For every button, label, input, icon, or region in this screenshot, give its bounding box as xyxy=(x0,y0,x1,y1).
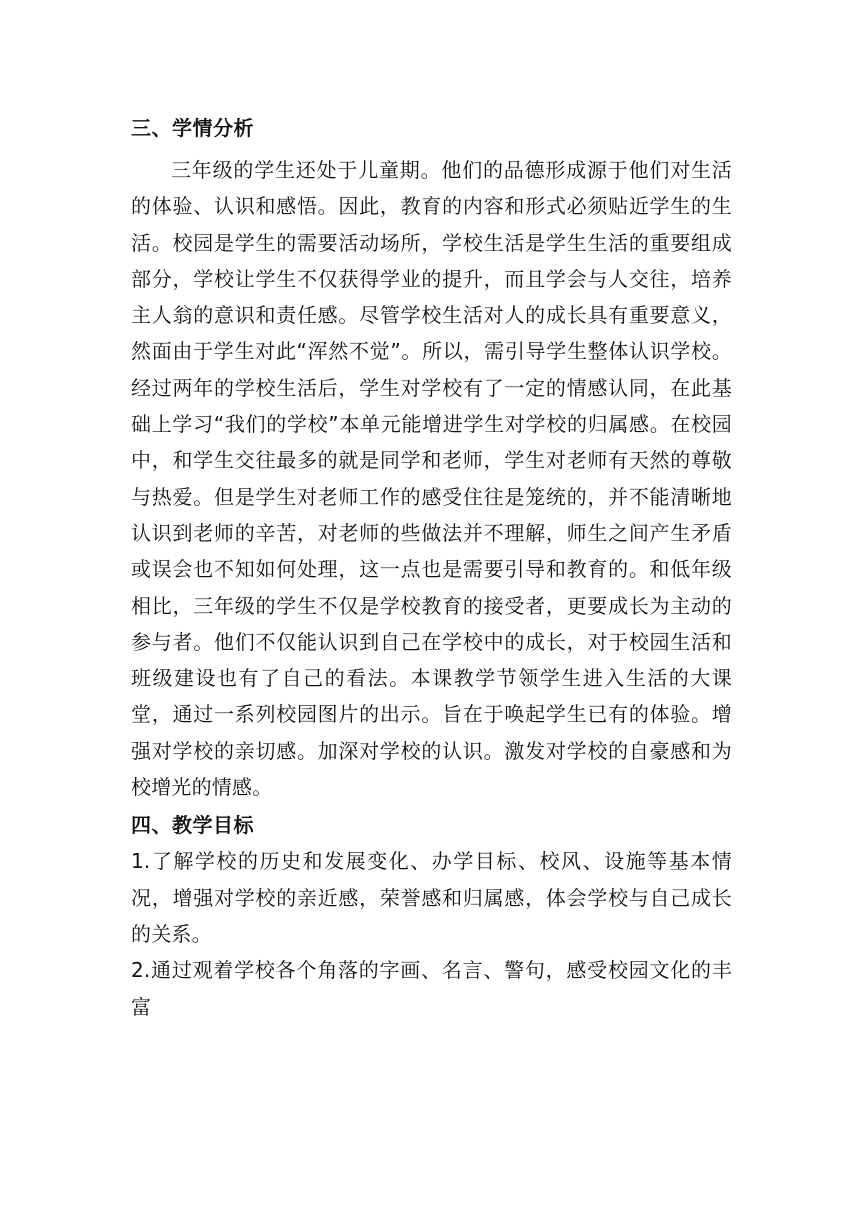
document-page xyxy=(131,112,732,1025)
section-heading-learner-analysis: 三、学情分析 xyxy=(131,116,254,140)
section-heading-teaching-goals: 四、教学目标 xyxy=(131,813,254,838)
teaching-goal-item-2: 2.通过观着学校各个角落的字画、名言、警句，感受校园文化的丰富 xyxy=(131,958,732,1019)
learner-analysis-paragraph: 三年级的学生还处于儿童期。他们的品德形成源于他们对生活的体验、认识和感悟。因此，教育的内容和形式必须贴近学生的生活。校园是学生的需要活动场所，学校生活是学生生活的重要组成部分，学校让学生不仅获得学业的提升，而且学会与人交往，培养主人翁的意识和责任感。尽管学校生活对人的成长具有重要意义，然面由于学生对此“浑然不觉”。所以，需引导学生整体认识学校。经过两年的学校生活后，学生对学校有了一定的情感认同，在此基础上学习“我们的学校”本单元能增进学生对学校的归属感。在校园中，和学生交往最多的就是同学和老师，学生对老师有天然的尊敬与热爱。但是学生对老师工作的感受住往是笼统的，并不能清晰地认识到老师的辛苦，对老师的些做法并不理解，师生之间产生矛盾或误会也不知如何处理，这一点也是需要引导和教育的。和低年级相比，三年级的学生不仅是学校教育的接受者，更要成长为主动的参与者。他们不仅能认识到自己在学校中的成长，对于校园生活和班级建设也有了自己的看法。本课教学节领学生进入生活的大课堂，通过一系列校园图片的出示。旨在于唤起学生已有的体验。增强对学校的亲切感。加深对学校的认识。激发对学校的自豪感和为校增光的情感。 xyxy=(131,158,732,800)
teaching-goal-item-1: 1.了解学校的历史和发展变化、办学目标、校风、设施等基本情况，增强对学校的亲近感，荣誉感和归属感，体会学校与自己成长的关系。 xyxy=(131,849,732,946)
